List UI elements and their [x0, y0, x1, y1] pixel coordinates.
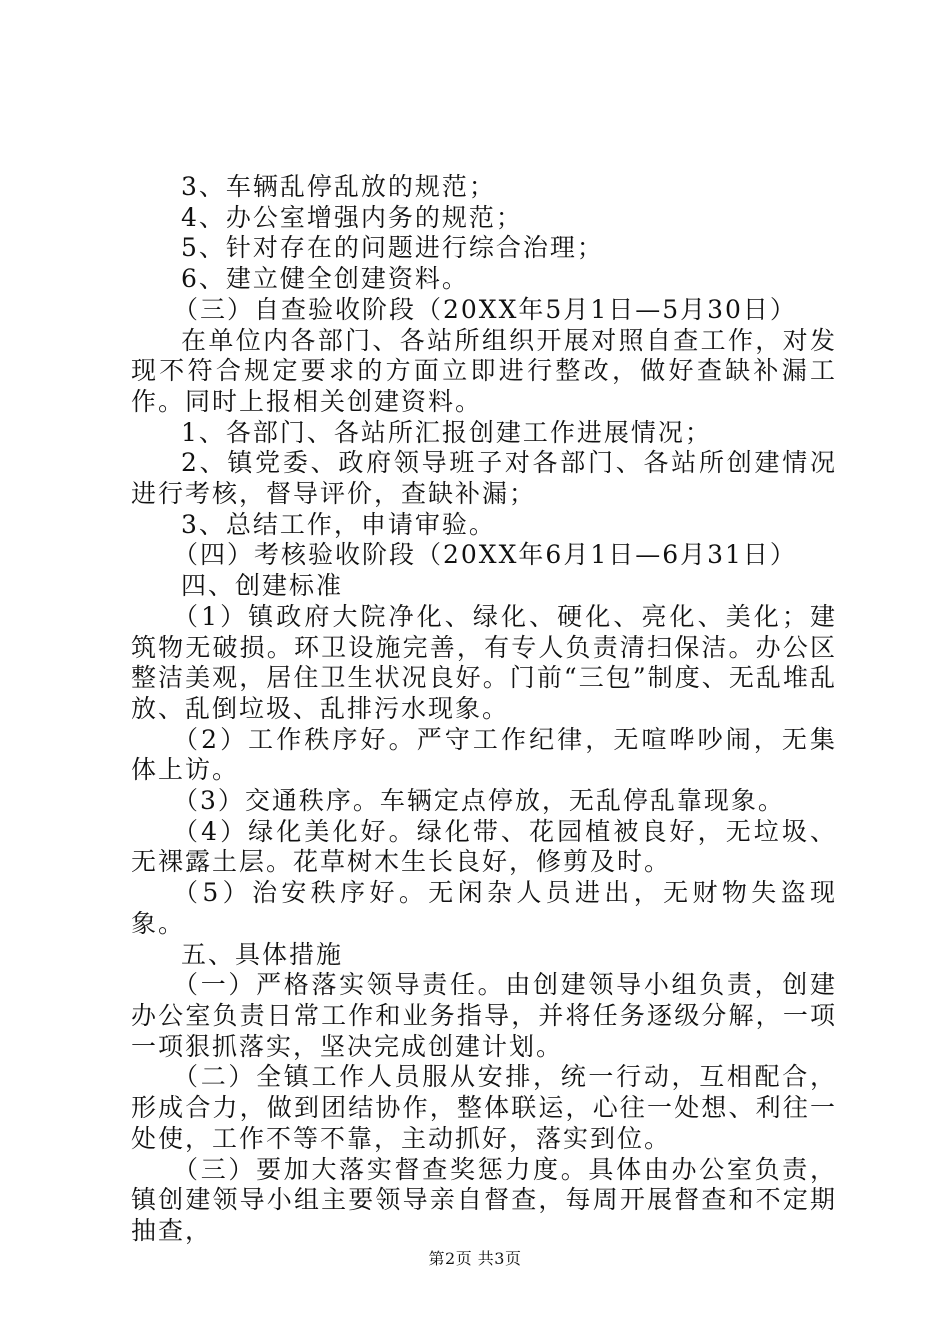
paragraph: 1、各部门、各站所汇报创建工作进展情况； — [181, 417, 712, 447]
paragraph: 4、办公室增强内务的规范； — [181, 202, 523, 232]
paragraph: 五、具体措施 — [181, 939, 344, 969]
paragraph: 四、创建标准 — [181, 571, 344, 601]
paragraph: （5）治安秩序好。无闲杂人员进出，无财物失盗现象。 — [131, 878, 837, 938]
paragraph: （2）工作秩序好。严守工作纪律，无喧哗吵闹，无集体上访。 — [131, 724, 837, 785]
paragraph: （四）考核验收阶段（20XX年6月1日—6月31日） — [173, 540, 797, 570]
paragraph: （一）严格落实领导责任。由创建领导小组负责，创建办公室负责日常工作和业务指导，并将任务逐级分解，一项一项狠抓落实，坚决完成创建计划。 — [131, 970, 837, 1061]
paragraph: 3、车辆乱停乱放的规范； — [181, 172, 496, 201]
paragraph: 5、针对存在的问题进行综合治理； — [181, 233, 604, 263]
paragraph: （3）交通秩序。车辆定点停放，无乱停乱靠现象。 — [173, 786, 785, 816]
paragraph: （1）镇政府大院净化、绿化、硬化、亮化、美化；建筑物无破损。环卫设施完善，有专人负责清扫保洁。办公区整洁美观，居住卫生状况良好。门前“三包”制度、无乱堆乱放、乱倒垃圾、乱排污水现象。 — [131, 601, 837, 723]
paragraph: （三）自查验收阶段（20XX年5月1日—5月30日） — [173, 294, 797, 324]
document-body — [131, 172, 837, 1247]
paragraph: 3、总结工作，申请审验。 — [181, 509, 496, 539]
paragraph: （4）绿化美化好。绿化带、花园植被良好，无垃圾、无裸露土层。花草树木生长良好，修剪及时。 — [131, 816, 837, 877]
page-footer: 第2页 共3页 — [428, 1249, 522, 1268]
paragraph: 2、镇党委、政府领导班子对各部门、各站所创建情况进行考核，督导评价，查缺补漏； — [131, 448, 837, 509]
paragraph: 在单位内各部门、各站所组织开展对照自查工作，对发现不符合规定要求的方面立即进行整改，做好查缺补漏工作。同时上报相关创建资料。 — [131, 325, 837, 416]
paragraph: （二）全镇工作人员服从安排，统一行动，互相配合，形成合力，做到团结协作，整体联运，心往一处想、利往一处使，工作不等不靠，主动抓好，落实到位。 — [131, 1062, 837, 1153]
paragraph: 6、建立健全创建资料。 — [181, 264, 469, 294]
paragraph: （三）要加大落实督查奖惩力度。具体由办公室负责，镇创建领导小组主要领导亲自督查，每周开展督查和不定期抽查， — [131, 1154, 837, 1245]
